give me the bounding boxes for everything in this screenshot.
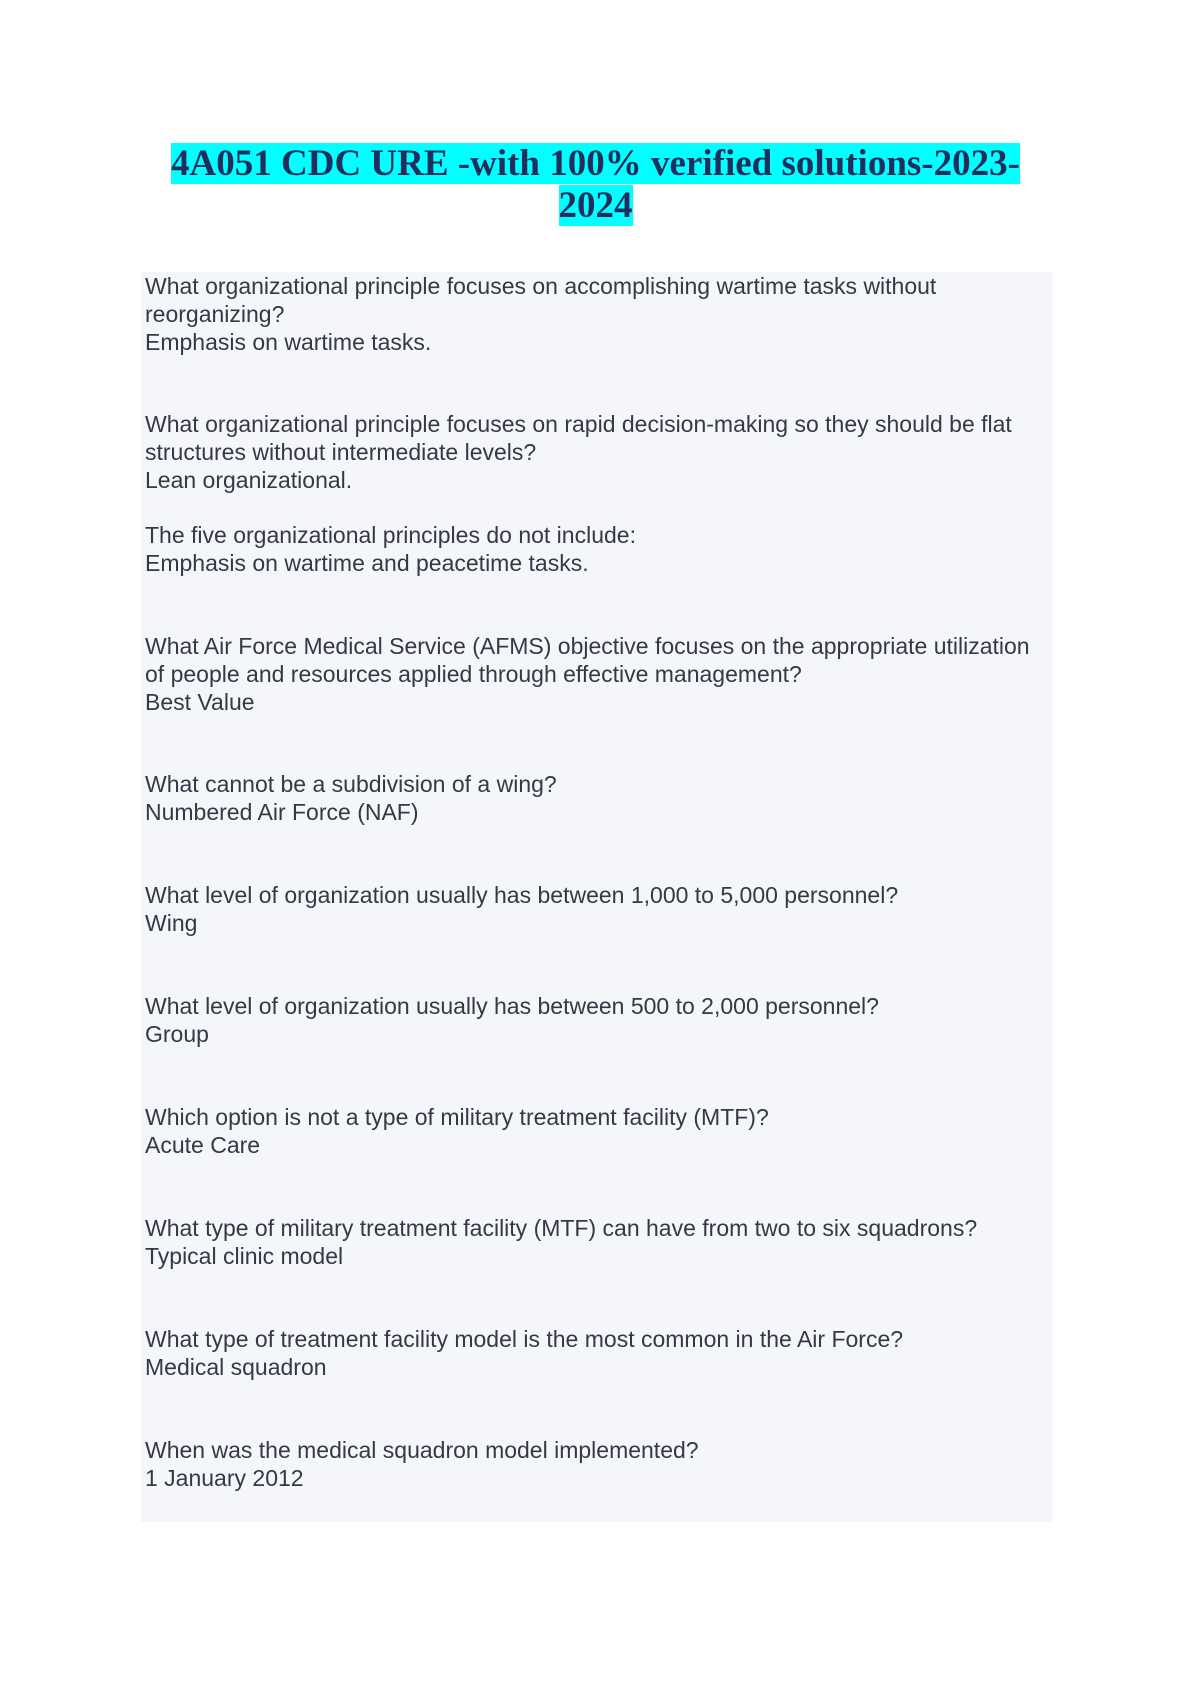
question-text: Which option is not a type of military treatment facility (MTF)? (145, 1104, 769, 1130)
qa-item (145, 1103, 1045, 1214)
question-text: What Air Force Medical Service (AFMS) objective focuses on the appropriate utilization of people and resources applied through effective management? (145, 633, 1030, 687)
answer-text: Numbered Air Force (NAF) (145, 799, 419, 825)
qa-item (145, 770, 1045, 881)
answer-text: Best Value (145, 689, 255, 715)
question-text: What cannot be a subdivision of a wing? (145, 771, 557, 797)
answer-text: 1 January 2012 (145, 1465, 304, 1491)
question-text: What type of treatment facility model is the most common in the Air Force? (145, 1326, 904, 1352)
answer-text: Typical clinic model (145, 1243, 344, 1269)
qa-item (145, 410, 1045, 521)
qa-item (145, 1436, 1045, 1492)
answer-text: Emphasis on wartime tasks. (145, 329, 432, 355)
qa-item (145, 881, 1045, 992)
question-text: What organizational principle focuses on accomplishing wartime tasks without reorganizing? (145, 273, 937, 327)
question-text: When was the medical squadron model implemented? (145, 1437, 699, 1463)
qa-item (145, 521, 1045, 632)
qa-item (145, 272, 1045, 410)
question-text: What level of organization usually has between 500 to 2,000 personnel? (145, 993, 879, 1019)
question-text: What organizational principle focuses on rapid decision-making so they should be flat structures without intermediate levels? (145, 411, 1012, 465)
answer-text: Emphasis on wartime and peacetime tasks. (145, 550, 589, 576)
qa-item (145, 632, 1045, 770)
title-line-2: 2024 (558, 185, 633, 226)
answer-text: Acute Care (145, 1132, 261, 1158)
document-title (0, 143, 1191, 227)
qa-item (145, 1325, 1045, 1436)
question-text: What level of organization usually has between 1,000 to 5,000 personnel? (145, 882, 899, 908)
title-line-1: 4A051 CDC URE -with 100% verified solutions-2023- (171, 143, 1020, 184)
answer-text: Wing (145, 910, 198, 936)
answer-text: Group (145, 1021, 209, 1047)
question-text: The five organizational principles do not include: (145, 522, 636, 548)
qa-list (145, 272, 1045, 1492)
answer-text: Medical squadron (145, 1354, 327, 1380)
answer-text: Lean organizational. (145, 467, 353, 493)
qa-item (145, 1214, 1045, 1325)
qa-item (145, 992, 1045, 1103)
question-text: What type of military treatment facility (MTF) can have from two to six squadrons? (145, 1215, 978, 1241)
